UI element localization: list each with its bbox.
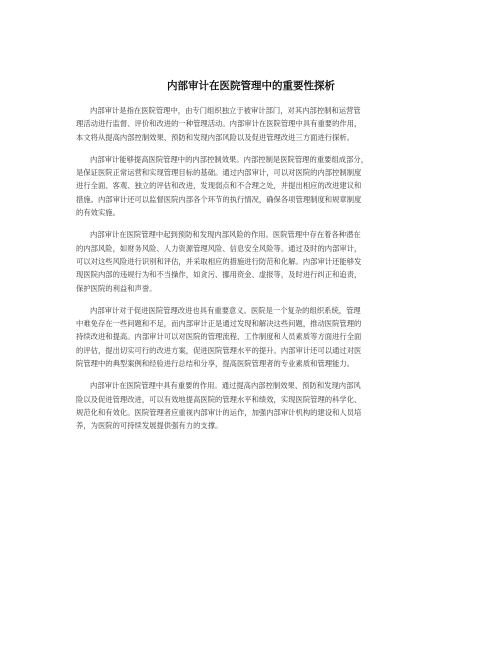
text-line: 的内部风险，如财务风险、人力资源管理风险、信息安全风险等。通过及时的内部审计， (76, 243, 362, 253)
paragraph-2 (76, 153, 436, 219)
text-line: 保护医院的利益和声誉。 (76, 283, 157, 293)
text-line: 养，为医院的可持续发展提供强有力的支撑。 (76, 421, 223, 431)
paragraph-1 (76, 104, 436, 144)
text-line: 院管理中的典型案例和经验进行总结和分享，提高医院管理者的专业素质和管理能力。 (76, 359, 355, 369)
text-line: 内部审计在医院管理中起到预防和发现内部风险的作用。医院管理中存在着各种潜在 (90, 230, 361, 240)
text-line: 中难免存在一些问题和不足，而内部审计正是通过发现和解决这些问题，推动医院管理的 (76, 319, 362, 329)
text-line: 持续改进和提高。内部审计可以对医院的管理流程、工作制度和人员素质等方面进行全面 (76, 332, 362, 342)
text-line: 的有效实施。 (76, 208, 120, 218)
text-line: 现医院内部的违规行为和不当操作，如贪污、挪用资金、虚报等，及时进行纠正和追责， (76, 270, 362, 280)
text-line: 是保证医院正常运营和实现管理目标的基础。通过内部审计，可以对医院的内部控制制度 (76, 168, 362, 178)
text-line: 险以及促进管理改进，可以有效地提高医院的管理水平和绩效，实现医院管理的科学化、 (76, 394, 362, 404)
text-line: 本文将从提高内部控制效果、预防和发现内部风险以及促进管理改进三方面进行探析。 (76, 132, 355, 142)
paragraph-3 (76, 228, 436, 294)
text-line: 措施。内部审计还可以监督医院内部各个环节的执行情况，确保各项管理制度和规章制度 (76, 194, 362, 204)
document-body (76, 104, 436, 442)
text-line: 规范化和有效化。医院管理者应重视内部审计的运作，加强内部审计机构的建设和人员培 (76, 407, 362, 417)
text-line: 理活动进行监督、评价和改进的一种管理活动。内部审计在医院管理中具有重要的作用， (76, 119, 362, 129)
text-line: 内部审计对于促进医院管理改进也具有重要意义。医院是一个复杂的组织系统，管理 (90, 305, 361, 315)
text-line: 可以对这些风险进行识别和评估，并采取相应的措施进行防范和化解。内部审计还能够发 (76, 256, 362, 266)
text-line: 内部审计是指在医院管理中，由专门组织独立于被审计部门，对其内部控制和运营管 (90, 106, 361, 115)
text-line: 内部审计在医院管理中具有重要的作用。通过提高内部控制效果、预防和发现内部风 (90, 381, 361, 391)
text-line: 的评估，提出切实可行的改进方案，促进医院管理水平的提升。内部审计还可以通过对医 (76, 345, 362, 355)
document-title: 内部审计在医院管理中的重要性探析 (167, 80, 335, 92)
paragraph-5 (76, 379, 436, 432)
paragraph-4 (76, 304, 436, 370)
text-line: 内部审计能够提高医院管理中的内部控制效果。内部控制是医院管理的重要组成部分， (90, 154, 369, 164)
text-line: 进行全面、客观、独立的评估和改进，发现弱点和不合理之处，并提出相应的改进建议和 (76, 181, 362, 191)
